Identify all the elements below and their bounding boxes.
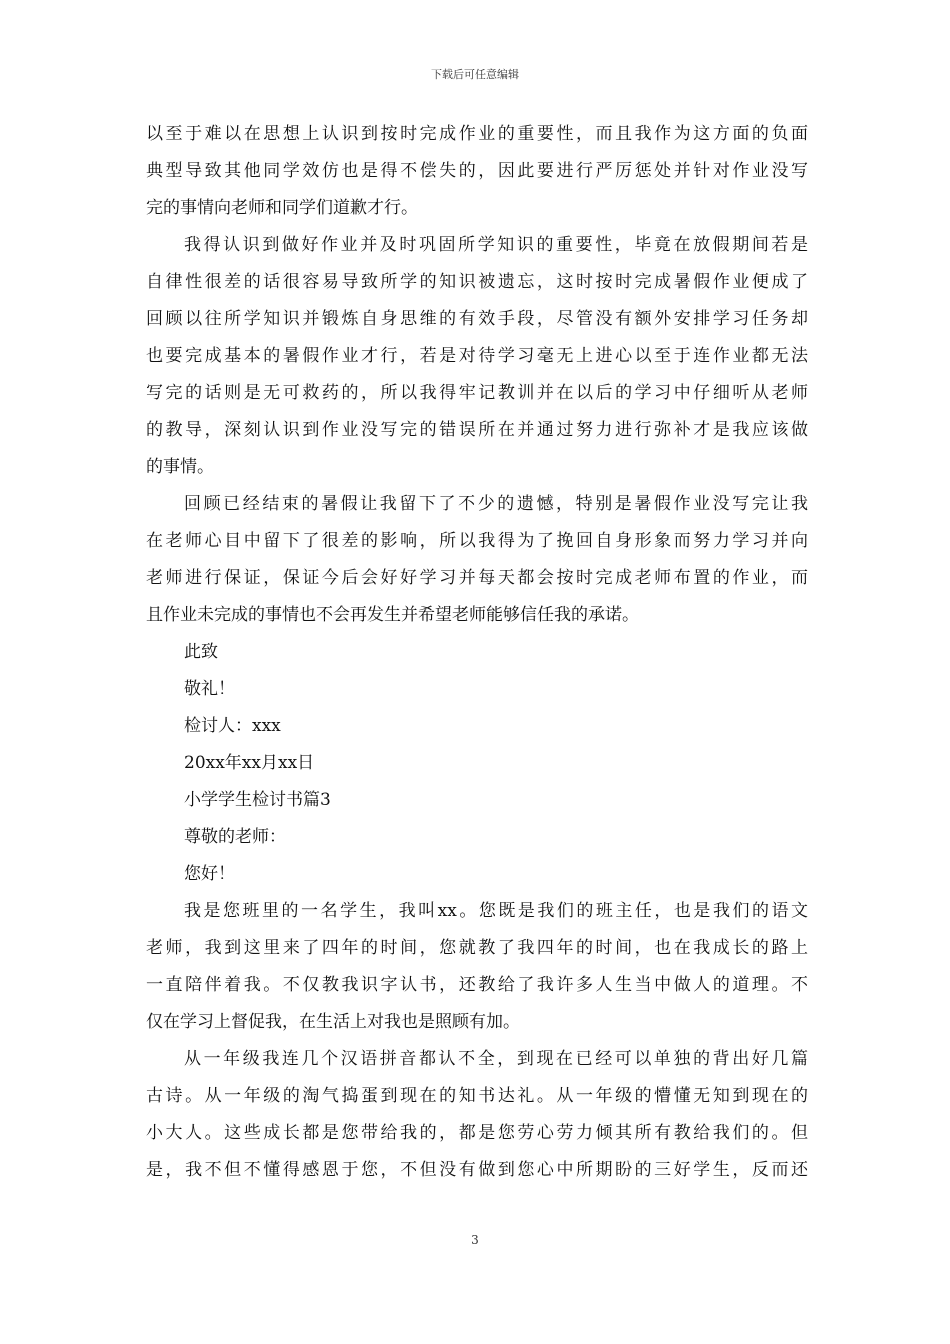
- text-line: 在老师心目中留下了很差的影响，所以我得为了挽回自身形象而努力学习并向: [146, 531, 808, 551]
- signature-line: 检讨人：xxx: [184, 716, 281, 736]
- text-line: 自律性很差的话很容易导致所学的知识被遗忘，这时按时完成暑假作业便成了: [146, 272, 808, 292]
- text-line: 一直陪伴着我。不仅教我识字认书，还教给了我许多人生当中做人的道理。不: [146, 975, 808, 995]
- text-line: 写完的话则是无可救药的，所以我得牢记教训并在以后的学习中仔细听从老师: [146, 383, 808, 403]
- paragraph-start-line: 从一年级我连几个汉语拼音都认不全，到现在已经可以单独的背出好几篇: [184, 1049, 808, 1069]
- section-title: 小学学生检讨书篇3: [184, 790, 331, 810]
- text-line: 老师，我到这里来了四年的时间，您就教了我四年的时间，也在我成长的路上: [146, 938, 808, 958]
- document-body: [146, 116, 808, 1189]
- closing-line: 此致: [184, 642, 218, 662]
- page-number: 3: [471, 1233, 479, 1247]
- paragraph-start-line: 回顾已经结束的暑假让我留下了不少的遗憾，特别是暑假作业没写完让我: [184, 494, 808, 514]
- page-header: 下载后可任意编辑: [431, 68, 519, 81]
- text-line: 的事情。: [146, 457, 214, 477]
- greeting-line: 您好！: [184, 864, 235, 884]
- text-line: 小大人。这些成长都是您带给我的，都是您劳心劳力倾其所有教给我们的。但: [146, 1123, 808, 1143]
- text-line: 的教导，深刻认识到作业没写完的错误所在并通过努力进行弥补才是我应该做: [146, 420, 808, 440]
- text-line: 以至于难以在思想上认识到按时完成作业的重要性，而且我作为这方面的负面: [146, 124, 808, 144]
- text-line: 回顾以往所学知识并锻炼自身思维的有效手段，尽管没有额外安排学习任务却: [146, 309, 808, 329]
- paragraph-start-line: 我是您班里的一名学生，我叫xx。您既是我们的班主任，也是我们的语文: [184, 901, 808, 921]
- text-line: 也要完成基本的暑假作业才行，若是对待学习毫无上进心以至于连作业都无法: [146, 346, 808, 366]
- text-line: 是，我不但不懂得感恩于您，不但没有做到您心中所期盼的三好学生，反而还: [146, 1160, 808, 1180]
- closing-line: 敬礼！: [184, 679, 235, 699]
- text-line: 且作业未完成的事情也不会再发生并希望老师能够信任我的承诺。: [146, 605, 639, 625]
- salutation-line: 尊敬的老师：: [184, 827, 286, 847]
- date-line: 20xx年xx月xx日: [184, 753, 315, 773]
- paragraph-start-line: 我得认识到做好作业并及时巩固所学知识的重要性，毕竟在放假期间若是: [184, 235, 808, 255]
- text-line: 完的事情向老师和同学们道歉才行。: [146, 198, 418, 218]
- text-line: 古诗。从一年级的淘气捣蛋到现在的知书达礼。从一年级的懵懂无知到现在的: [146, 1086, 808, 1106]
- text-line: 仅在学习上督促我，在生活上对我也是照顾有加。: [146, 1012, 520, 1032]
- text-line: 老师进行保证，保证今后会好好学习并每天都会按时完成老师布置的作业，而: [146, 568, 808, 588]
- text-line: 典型导致其他同学效仿也是得不偿失的，因此要进行严厉惩处并针对作业没写: [146, 161, 808, 181]
